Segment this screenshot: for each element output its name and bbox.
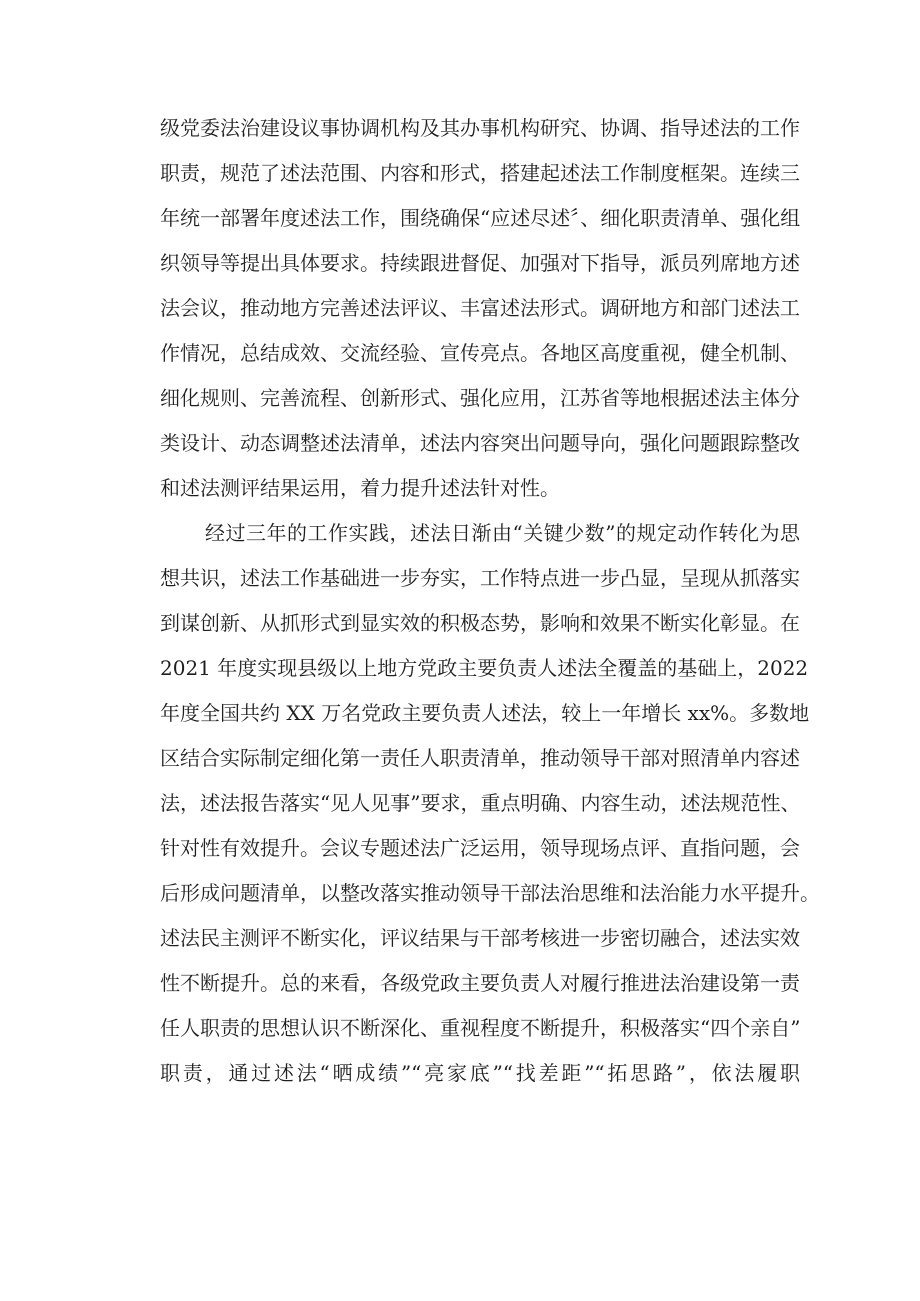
paragraph-2 (160, 511, 820, 1096)
text-line: 到谋创新、从抓形式到显实效的积极态势，影响和效果不断实化彰显。在 (160, 611, 800, 635)
text-line: 述法民主测评不断实化，评议结果与干部考核进一步密切融合，述法实效 (160, 926, 800, 950)
text-line: 和述法测评结果运用，着力提升述法针对性。 (160, 476, 560, 500)
text-line: 区结合实际制定细化第一责任人职责清单，推动领导干部对照清单内容述 (160, 746, 800, 770)
text-line: 针对性有效提升。会议专题述法广泛运用，领导现场点评、直指问题，会 (160, 836, 800, 860)
text-line: 级党委法治建设议事协调机构及其办事机构研究、协调、指导述法的工作 (160, 116, 800, 140)
text-line: 类设计、动态调整述法清单，述法内容突出问题导向，强化问题跟踪整改 (160, 431, 800, 455)
text-line: 经过三年的工作实践，述法日渐由“关键少数”的规定动作转化为思 (205, 521, 800, 545)
text-line: 职责，通过述法“晒成绩”“亮家底”“找差距”“拓思路”，依法履职 (160, 1061, 800, 1085)
text-line: 织领导等提出具体要求。持续跟进督促、加强对下指导，派员列席地方述 (160, 251, 800, 275)
text-line: 职责，规范了述法范围、内容和形式，搭建起述法工作制度框架。连续三 (160, 161, 800, 185)
text-line: 任人职责的思想认识不断深化、重视程度不断提升，积极落实“四个亲自” (160, 1016, 801, 1040)
text-line: 后形成问题清单，以整改落实推动领导干部法治思维和法治能力水平提升。 (160, 881, 820, 905)
document-body (160, 106, 820, 1096)
text-line: 想共识，述法工作基础进一步夯实，工作特点进一步凸显，呈现从抓落实 (160, 566, 800, 590)
text-line: 2021 年度实现县级以上地方党政主要负责人述法全覆盖的基础上，2022 (160, 656, 809, 680)
text-line: 性不断提升。总的来看，各级党政主要负责人对履行推进法治建设第一责 (160, 971, 800, 995)
text-line: 法会议，推动地方完善述法评议、丰富述法形式。调研地方和部门述法工 (160, 296, 800, 320)
text-line: 年度全国共约 XX 万名党政主要负责人述法，较上一年增长 xx%。多数地 (160, 701, 810, 725)
text-line: 作情况，总结成效、交流经验、宣传亮点。各地区高度重视，健全机制、 (160, 341, 800, 365)
text-line: 年统一部署年度述法工作，围绕确保“应述尽述〞、细化职责清单、强化组 (160, 206, 801, 230)
text-line: 法，述法报告落实“见人见事”要求，重点明确、内容生动，述法规范性、 (160, 791, 801, 815)
text-line: 细化规则、完善流程、创新形式、强化应用，江苏省等地根据述法主体分 (160, 386, 800, 410)
paragraph-1 (160, 106, 800, 511)
